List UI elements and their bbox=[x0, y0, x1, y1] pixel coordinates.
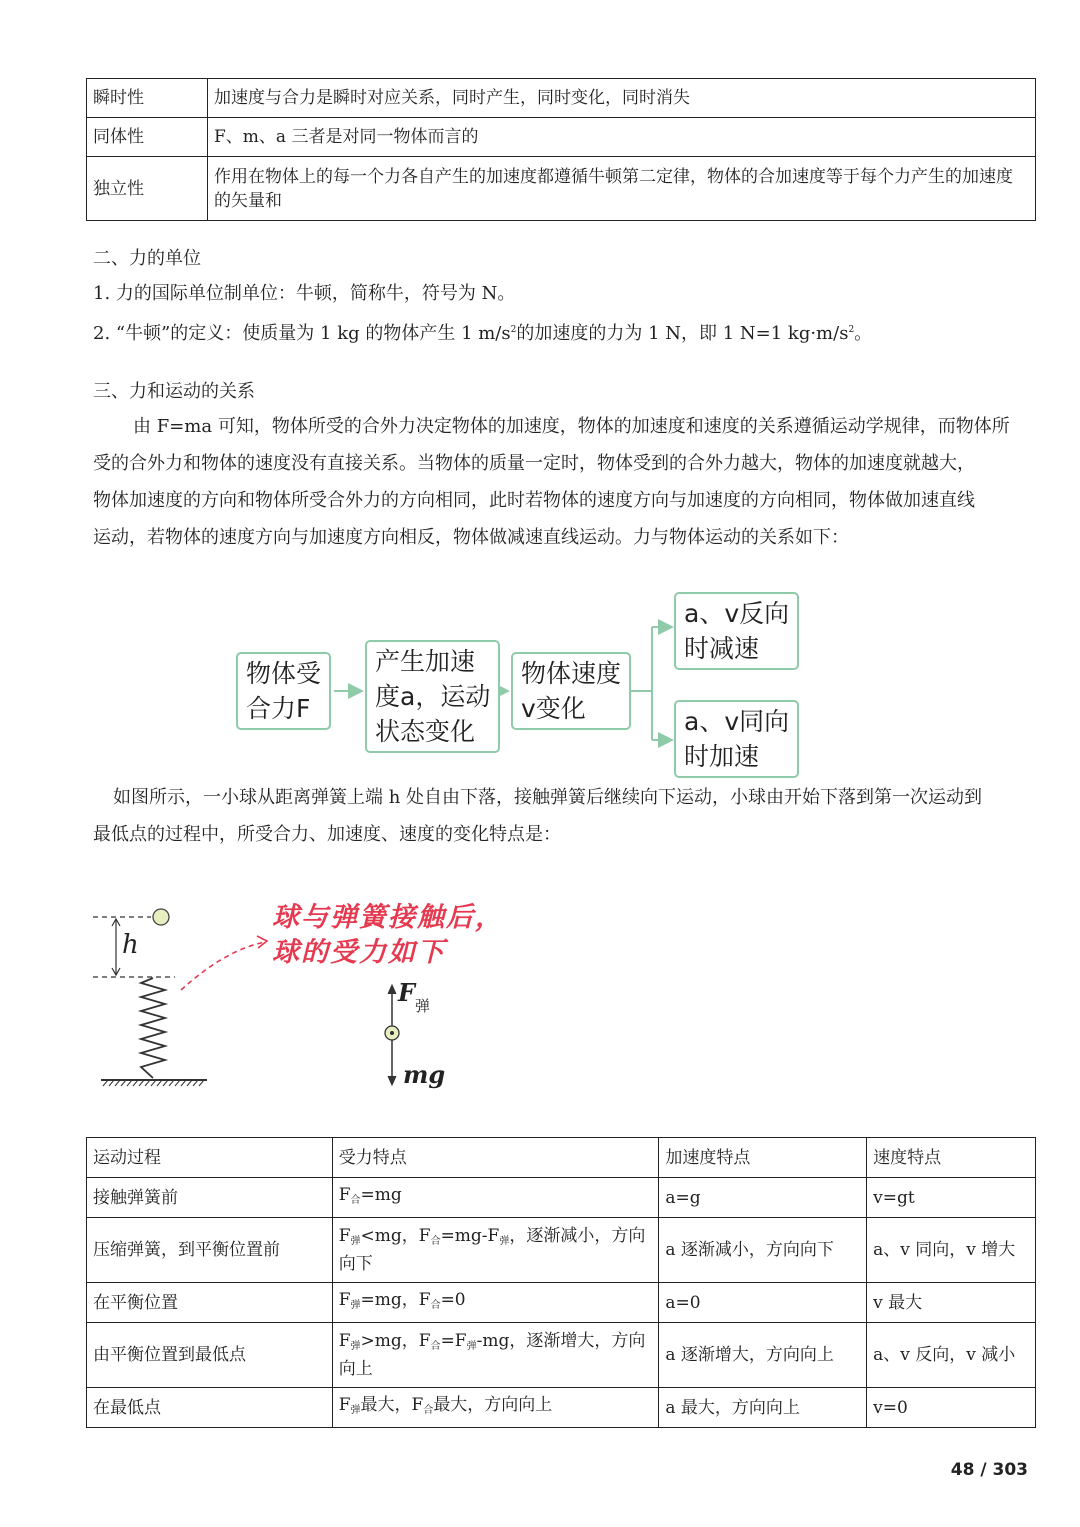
table-row bbox=[87, 1178, 1036, 1218]
table-row bbox=[87, 1283, 1036, 1323]
superscript: 2 bbox=[510, 325, 517, 335]
motion-table bbox=[86, 1137, 1036, 1428]
property-table bbox=[86, 78, 1036, 221]
stage-cell: 由平衡位置到最低点 bbox=[87, 1323, 333, 1388]
stage-cell: 接触弹簧前 bbox=[87, 1178, 333, 1218]
flow-text: 时减速 bbox=[684, 634, 760, 663]
unit-item-2-text-b: 的加速度的力为 1 N，即 1 N=1 kg·m/s bbox=[516, 323, 849, 344]
flow-text: a、v反向 bbox=[684, 599, 790, 628]
flow-text: 合力F bbox=[246, 694, 311, 723]
section-title: 三、力和运动的关系 bbox=[93, 381, 255, 402]
page-number: 48 / 303 bbox=[950, 1460, 1028, 1480]
table-row bbox=[87, 118, 1036, 157]
paragraph-line: 受的合外力和物体的速度没有直接关系。当物体的质量一定时，物体受到的合外力越大，物体的加速度就越大， bbox=[93, 453, 975, 474]
stage-cell: 压缩弹簧，到平衡位置前 bbox=[87, 1218, 333, 1283]
column-header: 速度特点 bbox=[867, 1138, 1036, 1178]
flow-box-accelerate bbox=[674, 700, 799, 778]
table-row bbox=[87, 157, 1036, 221]
force-cell: $F_弹<mg$，$F_合=mg-F_弹$，逐渐减小，方向向下 bbox=[332, 1218, 659, 1283]
table-row bbox=[87, 1218, 1036, 1283]
flow-box-acceleration bbox=[365, 640, 500, 753]
flow-text: 度a，运动 bbox=[375, 682, 491, 711]
paragraph-line: 最低点的过程中，所受合力、加速度、速度的变化特点是： bbox=[93, 824, 561, 845]
paragraph-line: 由 F=ma 可知，物体所受的合外力决定物体的加速度，物体的加速度和速度的关系遵循运动学规律，而物体所 bbox=[133, 416, 1010, 437]
spring-icon bbox=[141, 978, 165, 1078]
force-symbol: F bbox=[398, 978, 416, 1007]
ball-dot bbox=[390, 1031, 394, 1035]
acc-cell: a 最大，方向向上 bbox=[659, 1388, 867, 1428]
force-cell: $F_弹>mg$，$F_合=F_弹-mg$，逐渐增大，方向向上 bbox=[332, 1323, 659, 1388]
force-subscript: 弹 bbox=[415, 997, 431, 1015]
unit-item-2 bbox=[93, 312, 872, 352]
flow-text: 状态变化 bbox=[375, 717, 476, 746]
unit-item-1: 1. 力的国际单位制单位：牛顿，简称牛，符号为 N。 bbox=[93, 283, 516, 304]
vel-cell: v=0 bbox=[867, 1388, 1036, 1428]
force-cell: $F_弹=mg$，$F_合=0$ bbox=[332, 1283, 659, 1323]
column-header: 加速度特点 bbox=[659, 1138, 867, 1178]
property-desc: 作用在物体上的每一个力各自产生的加速度都遵循牛顿第二定律，物体的合加速度等于每个力产生的加速度的矢量和 bbox=[208, 157, 1036, 221]
flow-text: 时加速 bbox=[684, 742, 760, 771]
table-row bbox=[87, 79, 1036, 118]
vel-cell: v 最大 bbox=[867, 1283, 1036, 1323]
pointer-arrow bbox=[181, 942, 265, 990]
paragraph-line: 物体加速度的方向和物体所受合外力的方向相同，此时若物体的速度方向与加速度的方向相同，物体做加速直线 bbox=[93, 490, 975, 511]
flow-text: 产生加速 bbox=[375, 647, 476, 676]
table-header-row bbox=[87, 1138, 1036, 1178]
column-header: 运动过程 bbox=[87, 1138, 333, 1178]
acc-cell: a 逐渐增大，方向向上 bbox=[659, 1323, 867, 1388]
force-up-arrowhead bbox=[388, 985, 396, 994]
force-cell: $F_弹$最大，$F_合$最大，方向向上 bbox=[332, 1388, 659, 1428]
force-cell: $F_合=mg$ bbox=[332, 1178, 659, 1218]
unit-item-2-text-a: 2. “牛顿”的定义：使质量为 1 kg 的物体产生 1 m/s bbox=[93, 323, 511, 344]
paragraph-line: 如图所示，一小球从距离弹簧上端 h 处自由下落，接触弹簧后继续向下运动，小球由开始下落到第一次运动到 bbox=[113, 787, 983, 808]
table-row bbox=[87, 1323, 1036, 1388]
flow-box-velocity bbox=[511, 652, 631, 730]
acc-cell: a=0 bbox=[659, 1283, 867, 1323]
flow-box-force bbox=[236, 652, 331, 730]
superscript: 2 bbox=[848, 325, 855, 335]
vel-cell: a、v 反向，v 减小 bbox=[867, 1323, 1036, 1388]
column-header: 受力特点 bbox=[332, 1138, 659, 1178]
property-desc: F、m、a 三者是对同一物体而言的 bbox=[208, 118, 1036, 157]
flow-text: v变化 bbox=[521, 694, 586, 723]
ball-icon bbox=[153, 909, 169, 925]
property-desc: 加速度与合力是瞬时对应关系，同时产生，同时变化，同时消失 bbox=[208, 79, 1036, 118]
unit-item-2-text-c: 。 bbox=[854, 323, 873, 344]
stage-cell: 在平衡位置 bbox=[87, 1283, 333, 1323]
property-name: 瞬时性 bbox=[87, 79, 208, 118]
stage-cell: 在最低点 bbox=[87, 1388, 333, 1428]
flow-box-decelerate bbox=[674, 592, 799, 670]
acc-cell: a 逐渐减小，方向向下 bbox=[659, 1218, 867, 1283]
property-name: 同体性 bbox=[87, 118, 208, 157]
flow-text: 物体受 bbox=[246, 659, 322, 688]
section-title: 二、力的单位 bbox=[93, 248, 201, 269]
note-line: 球的受力如下 bbox=[272, 937, 446, 968]
table-row bbox=[87, 1388, 1036, 1428]
flow-text: 物体速度 bbox=[521, 659, 622, 688]
h-label: h bbox=[122, 930, 139, 960]
property-name: 独立性 bbox=[87, 157, 208, 221]
flow-text: a、v同向 bbox=[684, 707, 790, 736]
paragraph-line: 运动，若物体的速度方向与加速度方向相反，物体做减速直线运动。力与物体运动的关系如下： bbox=[93, 527, 849, 548]
vel-cell: a、v 同向，v 增大 bbox=[867, 1218, 1036, 1283]
force-spring-label bbox=[398, 978, 430, 1016]
force-gravity-label: mg bbox=[403, 1060, 446, 1089]
force-down-arrowhead bbox=[388, 1076, 396, 1085]
acc-cell: a=g bbox=[659, 1178, 867, 1218]
vel-cell: v=gt bbox=[867, 1178, 1036, 1218]
note-line: 球与弹簧接触后， bbox=[272, 902, 504, 933]
